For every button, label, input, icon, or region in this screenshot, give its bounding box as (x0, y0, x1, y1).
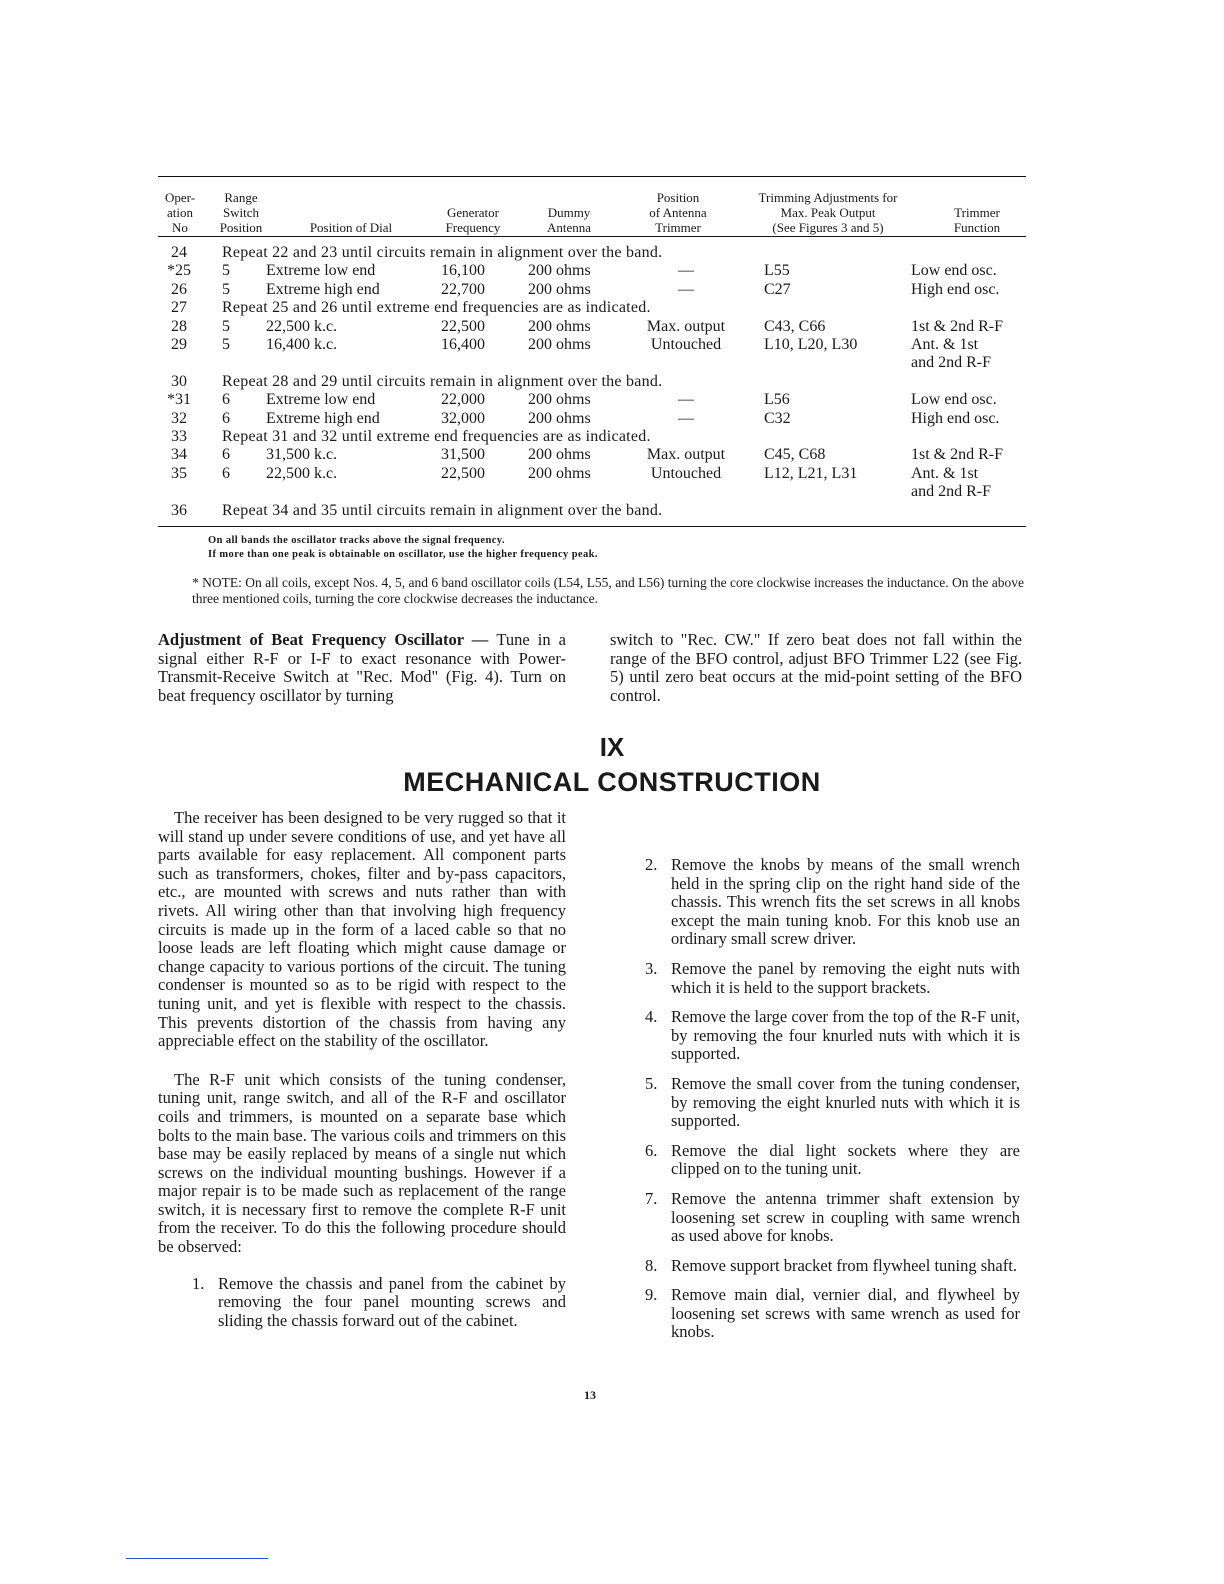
step-number: 8. (645, 1255, 658, 1275)
step-1 (158, 1275, 566, 1331)
table-row (158, 428, 1026, 446)
paragraph-rf-unit: The R-F unit which consists of the tuning condenser, tuning unit, range switch, and all of the R-F and oscillator coils and trimmers, is mounted on a separate base which bolts to the main base. The various coils and trimmers on this base may be easily replaced by means of a single nut which screws on the individual mounting bushings. However if a major repair is to be made such as replacement of the range switch, it is necessary first to remove the complete R-F unit from the receiver. To do this the following procedure should be observed: (158, 1069, 566, 1257)
header-generator: Generator Frequency (445, 205, 501, 235)
row-dummy-antenna: 200 ohms (528, 335, 591, 353)
row-operation-number: *25 (167, 262, 191, 280)
row-switch-position: 5 (222, 262, 230, 280)
step-text: Remove the antenna trimmer shaft extension by loosening set screw in coupling with same wrench as used above for knobs. (671, 1188, 1020, 1246)
row-trimmer-function: 1st & 2nd R-F (911, 446, 1004, 464)
row-operation-number: 28 (171, 317, 187, 335)
table-header (158, 183, 1026, 235)
header-operation: Oper- ation No (164, 190, 196, 235)
table-row (158, 244, 1026, 262)
step-number: 6. (645, 1140, 658, 1160)
header-dummy: Dummy Antenna (546, 205, 592, 235)
step-1-text: Remove the chassis and panel from the cabinet by removing the four panel mounting screws and sliding the chassis forward out of the cabinet. (218, 1273, 566, 1330)
row-switch-position: 6 (222, 409, 230, 427)
row-dial-position: Extreme low end (266, 391, 376, 409)
row-operation-number: 33 (171, 427, 187, 445)
row-switch-position: 5 (222, 280, 230, 298)
paragraph-rugged-design: The receiver has been designed to be very rugged so that it will stand up under severe conditions of use, and yet have all parts available for easy replacement. All component parts such as transformers, chokes, filter and by-pass capacitors, etc., are mounted with screws and nuts rather than with rivets. All wiring other than that involving high frequency circuits is made up in the form of a laced cable so that no loose leads are left floating which might cause damage or change capacity to various portions of the circuit. The tuning condenser is mounted so as to be rigid with respect to the tuning unit, and yet is flexible with respect to the chassis. This prevents distortion of the chassis from having any appreciable effect on the stability of the oscillator. (158, 808, 566, 1051)
step-4 (645, 1008, 1020, 1064)
row-generator-frequency: 32,000 (441, 409, 485, 427)
row-dummy-antenna: 200 ohms (528, 464, 591, 482)
row-repeat-instruction: Repeat 25 and 26 until extreme end frequencies are as indicated. (222, 299, 651, 317)
table-row (158, 336, 1026, 373)
row-operation-number: 32 (171, 409, 187, 427)
step-number: 5. (645, 1073, 658, 1093)
row-trimmer-function: High end osc. (911, 280, 1000, 298)
row-trimming-adjustment: L55 (764, 262, 790, 280)
step-6 (645, 1142, 1020, 1179)
row-trimmer-function: High end osc. (911, 409, 1000, 427)
row-generator-frequency: 22,700 (441, 280, 485, 298)
table-row (158, 262, 1026, 280)
row-antenna-trimmer: Max. output (646, 446, 726, 464)
step-9 (645, 1286, 1020, 1342)
row-switch-position: 6 (222, 446, 230, 464)
step-text: Remove main dial, vernier dial, and flywheel by loosening set screws with same wrench as used for knobs. (671, 1285, 1020, 1342)
row-operation-number: 36 (171, 501, 187, 519)
row-antenna-trimmer: — (678, 409, 694, 427)
header-dial: Position of Dial (309, 220, 393, 235)
page-number: 13 (584, 1388, 596, 1402)
row-dial-position: 31,500 k.c. (266, 446, 338, 464)
header-function: Trimmer Function (953, 205, 1001, 235)
row-trimming-adjustment: L10, L20, L30 (764, 335, 858, 353)
step-number: 9. (645, 1285, 658, 1305)
row-generator-frequency: 22,500 (441, 464, 485, 482)
step-8 (645, 1257, 1020, 1276)
row-trimmer-function: Ant. & 1st and 2nd R-F (911, 464, 991, 501)
step-text: Remove the dial light sockets where they are clipped on to the tuning unit. (671, 1140, 1020, 1179)
row-dummy-antenna: 200 ohms (528, 446, 591, 464)
table-row (158, 299, 1026, 317)
bfo-left-column (158, 631, 566, 705)
step-text: Remove the large cover from the top of the R-F unit, by removing the four knurled nuts with which it is supported. (671, 1007, 1020, 1064)
row-dummy-antenna: 200 ohms (528, 391, 591, 409)
table-row (158, 465, 1026, 502)
row-generator-frequency: 31,500 (441, 446, 485, 464)
row-antenna-trimmer: Untouched (650, 335, 722, 353)
row-antenna-trimmer: Untouched (650, 464, 722, 482)
row-dial-position: Extreme high end (266, 409, 380, 427)
table-body (158, 244, 1026, 520)
step-number: 2. (645, 855, 658, 874)
row-antenna-trimmer: — (678, 391, 694, 409)
row-dummy-antenna: 200 ohms (528, 317, 591, 335)
row-trimmer-function: Low end osc. (911, 262, 997, 280)
row-switch-position: 5 (222, 335, 230, 353)
table-header-rule (158, 236, 1026, 237)
coil-note: * NOTE: On all coils, except Nos. 4, 5, and 6 band oscillator coils (L54, L55, and L56) turning the core clockwise increases the inductance. On the above three mentioned coils, turning the core clockwise decreases the inductance. (192, 575, 1024, 606)
row-operation-number: 30 (171, 372, 187, 390)
table-row (158, 410, 1026, 428)
blue-mark-line (126, 1558, 268, 1559)
row-antenna-trimmer: — (678, 280, 694, 298)
step-7 (645, 1190, 1020, 1246)
construction-right-column (645, 856, 1020, 1342)
row-dummy-antenna: 200 ohms (528, 280, 591, 298)
row-dummy-antenna: 200 ohms (528, 262, 591, 280)
row-repeat-instruction: Repeat 28 and 29 until circuits remain in alignment over the band. (222, 372, 663, 390)
step-text: Remove the knobs by means of the small wrench held in the spring clip on the right hand side of the chassis. This wrench fits the set screws in all knobs except the main tuning knob. For this knob use an ordinary small screw driver. (671, 855, 1020, 949)
table-row (158, 391, 1026, 409)
row-dummy-antenna: 200 ohms (528, 409, 591, 427)
row-antenna-trimmer: Max. output (646, 317, 726, 335)
row-operation-number: 27 (171, 299, 187, 317)
row-dial-position: 16,400 k.c. (266, 335, 338, 353)
row-dial-position: 22,500 k.c. (266, 317, 338, 335)
table-row (158, 318, 1026, 336)
row-generator-frequency: 16,400 (441, 335, 485, 353)
row-repeat-instruction: Repeat 31 and 32 until extreme end frequencies are as indicated. (222, 427, 651, 445)
removal-steps-list (645, 856, 1020, 1342)
row-switch-position: 6 (222, 464, 230, 482)
row-trimmer-function: Ant. & 1st and 2nd R-F (911, 335, 991, 372)
header-switch: Range Switch Position (219, 190, 263, 235)
row-operation-number: 26 (171, 280, 187, 298)
table-bottom-rule (158, 526, 1026, 527)
table-row (158, 446, 1026, 464)
bfo-left-text: Tune in a signal either R-F or I-F to exact resonance with Power-Transmit-Receive Switch at "Rec. Mod" (Fig. 4). Turn on beat frequency oscillator by turning (158, 630, 566, 705)
row-generator-frequency: 16,100 (441, 262, 485, 280)
table-row (158, 281, 1026, 299)
row-operation-number: 29 (171, 335, 187, 353)
table-footnote-2: If more than one peak is obtainable on oscillator, use the higher frequency peak. (208, 549, 598, 560)
section-title: MECHANICAL CONSTRUCTION (403, 767, 821, 797)
step-3 (645, 960, 1020, 997)
header-antenna-trimmer: Position of Antenna Trimmer (649, 190, 707, 235)
construction-left-column (158, 809, 566, 1330)
step-1-number: 1. (192, 1273, 205, 1293)
table-footnote-1: On all bands the oscillator tracks above the signal frequency. (208, 535, 505, 546)
step-2 (645, 856, 1020, 949)
row-generator-frequency: 22,500 (441, 317, 485, 335)
row-trimming-adjustment: C27 (764, 280, 791, 298)
row-operation-number: *31 (167, 391, 191, 409)
step-text: Remove support bracket from flywheel tuning shaft. (671, 1255, 1017, 1275)
row-trimmer-function: Low end osc. (911, 391, 997, 409)
row-operation-number: 34 (171, 446, 187, 464)
row-dial-position: 22,500 k.c. (266, 464, 338, 482)
row-repeat-instruction: Repeat 22 and 23 until circuits remain in alignment over the band. (222, 244, 663, 261)
row-trimming-adjustment: L56 (764, 391, 790, 409)
row-dial-position: Extreme high end (266, 280, 380, 298)
row-trimming-adjustment: C45, C68 (764, 446, 826, 464)
row-switch-position: 5 (222, 317, 230, 335)
header-trimming: Trimming Adjustments for Max. Peak Output (See Figures 3 and 5) (758, 190, 898, 235)
step-number: 4. (645, 1007, 658, 1027)
row-trimmer-function: 1st & 2nd R-F (911, 317, 1004, 335)
step-number: 7. (645, 1188, 658, 1208)
table-row (158, 502, 1026, 520)
row-switch-position: 6 (222, 391, 230, 409)
row-trimming-adjustment: C32 (764, 409, 791, 427)
row-operation-number: 24 (171, 244, 187, 261)
step-text: Remove the panel by removing the eight nuts with which it is held to the support brackets. (671, 958, 1020, 997)
step-text: Remove the small cover from the tuning condenser, by removing the eight knurled nuts with which it is supported. (671, 1073, 1020, 1131)
bfo-right-column: switch to "Rec. CW." If zero beat does not fall within the range of the BFO control, adjust BFO Trimmer L22 (see Fig. 5) until zero beat occurs at the mid-point setting of the BFO control. (610, 630, 1022, 705)
row-dial-position: Extreme low end (266, 262, 376, 280)
row-generator-frequency: 22,000 (441, 391, 485, 409)
bfo-heading: Adjustment of Beat Frequency Oscillator — (158, 630, 497, 649)
step-5 (645, 1075, 1020, 1131)
table-top-rule (158, 176, 1026, 177)
row-repeat-instruction: Repeat 34 and 35 until circuits remain in alignment over the band. (222, 501, 663, 519)
step-number: 3. (645, 958, 658, 978)
table-row (158, 373, 1026, 391)
row-trimming-adjustment: L12, L21, L31 (764, 464, 858, 482)
row-operation-number: 35 (171, 464, 187, 482)
row-trimming-adjustment: C43, C66 (764, 317, 826, 335)
row-antenna-trimmer: — (678, 262, 694, 280)
section-number: IX (599, 732, 625, 762)
